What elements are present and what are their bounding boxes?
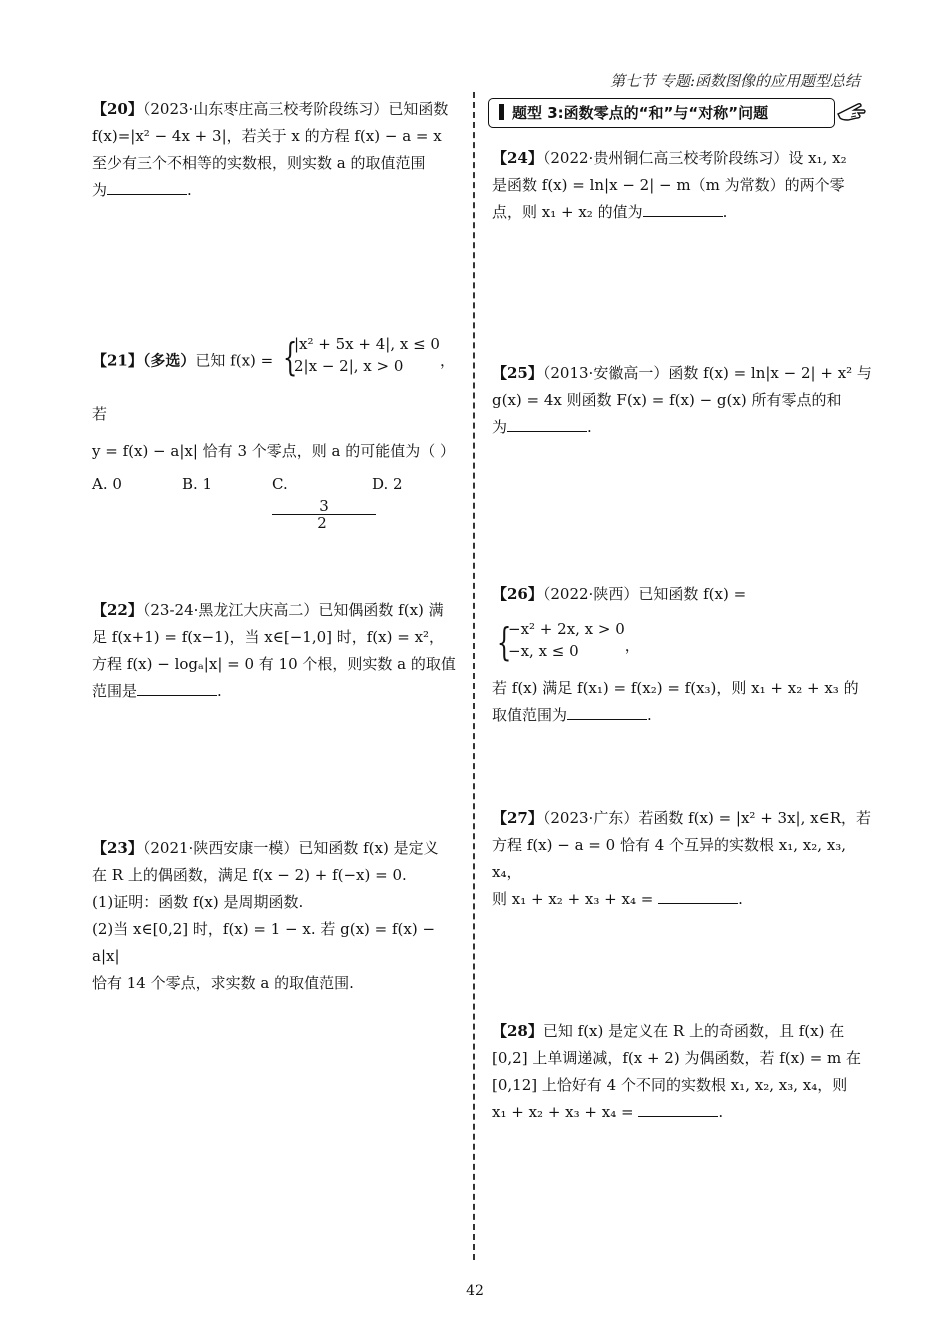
problem-text: ， [624, 636, 640, 655]
options-row [92, 471, 462, 531]
problem-tag: （多选） [142, 351, 196, 370]
problem-text: 已知偶函数 f(x) 满 [318, 601, 444, 619]
piece-row: −x² + 2x, x > 0 [508, 620, 625, 638]
pointing-hand-icon [836, 100, 868, 126]
problem-source: （2021·陕西安康一模） [142, 839, 299, 857]
problem-source: （2013·安徽高一） [542, 364, 669, 382]
problem-text: 范围是 [92, 682, 138, 700]
page-header: 第七节 专题:函数图像的应用题型总结 [610, 72, 860, 90]
problem-text: (1)证明：函数 f(x) 是周期函数. [92, 893, 304, 911]
problem-source: （2023·山东枣庄高三校考阶段练习） [142, 100, 389, 118]
problem-text: 方程 f(x) − logₐ|x| = 0 有 10 个根，则实数 a 的取值 [92, 655, 456, 673]
piece-row: |x² + 5x + 4|, x ≤ 0 [294, 335, 440, 353]
problem-text: 设 x₁, x₂ [788, 149, 847, 167]
problem-text: 若 f(x) 满足 f(x₁) = f(x₂) = f(x₃)，则 x₁ + x₂ + x₃ 的 [492, 679, 859, 697]
page-number: 42 [466, 1283, 484, 1299]
problem-25: 【25】（2013·安徽高一）函数 f(x) = ln|x − 2| + x² 与 g(x) = 4x 则函数 F(x) = f(x) − g(x) 所有零点的和 为 . [492, 364, 872, 436]
problem-28: 【28】已知 f(x) 是定义在 R 上的奇函数，且 f(x) 在 [0,2] 上单调递减，f(x + 2) 为偶函数，若 f(x) = m 在 [0,12] 上恰好有 4 个不同的实数根 x₁, x₂, x₃, x₄，则 x₁ + x₂ + x₃ + x₄ = . [492, 1018, 872, 1126]
piece-row: 2|x − 2|, x > 0 [294, 357, 404, 375]
problem-24: 【24】（2022·贵州铜仁高三校考阶段练习）设 x₁, x₂ 是函数 f(x) = ln|x − 2| − m（m 为常数）的两个零 点，则 x₁ + x₂ 的值为 . [492, 145, 872, 226]
option-b: B. 1 [182, 475, 213, 493]
problem-number: 【28】 [492, 1022, 543, 1040]
problem-number: 【22】 [92, 601, 143, 619]
option-d: D. 2 [372, 475, 403, 493]
problem-number: 【27】 [492, 809, 543, 827]
problem-text: [0,2] 上单调递减，f(x + 2) 为偶函数，若 f(x) = m 在 [492, 1049, 862, 1067]
problem-text: 方程 f(x) − a = 0 恰有 4 个互异的实数根 x₁, x₂, x₃, x₄， [492, 836, 847, 881]
problem-text: 足 f(x+1) = f(x−1)，当 x∈[−1,0] 时，f(x) = x²， [92, 628, 445, 646]
answer-blank [507, 417, 587, 432]
problem-text: 取值范围为 [492, 706, 568, 724]
problem-text: 已知 f(x) = [195, 351, 274, 370]
problem-text: x₁ + x₂ + x₃ + x₄ = [492, 1103, 634, 1121]
problem-number: 【20】 [92, 100, 143, 118]
answer-blank [658, 889, 738, 904]
problem-number: 【21】 [92, 351, 143, 370]
answer-blank [567, 705, 647, 720]
problem-text: 已知函数 f(x) 是定义 [298, 839, 439, 857]
problem-text: 恰有 14 个零点，求实数 a 的取值范围. [92, 974, 354, 992]
problem-text: y = f(x) − a|x| 恰有 3 个零点，则 a 的可能值为（ ） [92, 442, 456, 460]
piece-row: −x, x ≤ 0 [508, 642, 579, 660]
problem-text: 为 [492, 418, 508, 436]
section-title-box [488, 98, 835, 128]
answer-blank [638, 1102, 718, 1117]
problem-20: 【20】（2023·山东枣庄高三校考阶段练习）已知函数 f(x)=|x² − 4x + 3|，若关于 x 的方程 f(x) − a = x 至少有三个不相等的实数根，则实数 a 的取值范围 为 . [92, 96, 462, 204]
problem-number: 【25】 [492, 364, 543, 382]
problem-text: g(x) = 4x 则函数 F(x) = f(x) − g(x) 所有零点的和 [492, 391, 842, 409]
piecewise-function: { −x² + 2x, x > 0 −x, x ≤ 0 [496, 620, 625, 664]
problem-text: 点，则 x₁ + x₂ 的值为 [492, 203, 643, 221]
problem-text: [0,12] 上恰好有 4 个不同的实数根 x₁, x₂, x₃, x₄，则 [492, 1076, 848, 1094]
problem-22: 【22】（23-24·黑龙江大庆高二）已知偶函数 f(x) 满 足 f(x+1) = f(x−1)，当 x∈[−1,0] 时，f(x) = x²， 方程 f(x) − logₐ|x| = 0 有 10 个根，则实数 a 的取值 范围是 . [92, 597, 462, 705]
problem-source: （2022·陕西） [542, 585, 639, 603]
problem-text: 是函数 f(x) = ln|x − 2| − m（m 为常数）的两个零 [492, 176, 845, 194]
section-bar [499, 104, 504, 120]
problem-text: 已知函数 f(x)=|x² − 4x + 3|，若关于 x 的方程 f(x) − a = x [92, 100, 449, 145]
problem-23 [92, 835, 462, 997]
problem-26: 【26】（2022·陕西）已知函数 f(x) = { −x² + 2x, x > 0 −x, x ≤ 0 ， 若 f(x) 满足 f(x₁) = f(x₂) = f(x₃)，则 x₁ + x₂ + x₃ 的 取值范围为 . [492, 570, 872, 729]
option-c: C. $\frac{3}{2}$ [272, 471, 372, 531]
problem-27: 【27】（2023·广东）若函数 f(x) = |x² + 3x|, x∈R，若 方程 f(x) − a = 0 恰有 4 个互异的实数根 x₁, x₂, x₃, x₄， 则 x₁ + x₂ + x₃ + x₄ = . [492, 809, 871, 908]
problem-source: （2022·贵州铜仁高三校考阶段练习） [542, 149, 789, 167]
problem-number: 【24】 [492, 149, 543, 167]
problem-text: 为 [92, 181, 108, 199]
answer-blank [643, 202, 723, 217]
problem-number: 【23】 [92, 839, 143, 857]
problem-text: 函数 f(x) = ln|x − 2| + x² 与 [668, 364, 872, 382]
problem-number: 【26】 [492, 585, 543, 603]
problem-text: 已知函数 f(x) = [638, 585, 747, 603]
column-divider [473, 92, 475, 1260]
answer-blank [107, 180, 187, 195]
option-a: A. 0 [92, 475, 122, 493]
section-title: 题型 3:函数零点的“和”与“对称”问题 [512, 104, 769, 122]
answer-blank [137, 681, 217, 696]
problem-text: (2)当 x∈[0,2] 时，f(x) = 1 − x. 若 g(x) = f(x) − a|x| [92, 920, 436, 965]
problem-text: 若函数 f(x) = |x² + 3x|, x∈R，若 [638, 809, 871, 827]
problem-text: 至少有三个不相等的实数根，则实数 a 的取值范围 [92, 154, 426, 172]
problem-text: 则 x₁ + x₂ + x₃ + x₄ = [492, 890, 654, 908]
problem-source: （23-24·黑龙江大庆高二） [142, 601, 319, 619]
problem-21 [92, 333, 462, 531]
problem-source: （2023·广东） [542, 809, 639, 827]
problem-text: 在 R 上的偶函数，满足 f(x − 2) + f(−x) = 0. [92, 866, 407, 884]
problem-text: ，若 [92, 351, 455, 423]
problem-text: 已知 f(x) 是定义在 R 上的奇函数，且 f(x) 在 [542, 1022, 845, 1040]
piecewise-function: { |x² + 5x + 4|, x ≤ 0 2|x − 2|, x > 0 [282, 335, 440, 379]
